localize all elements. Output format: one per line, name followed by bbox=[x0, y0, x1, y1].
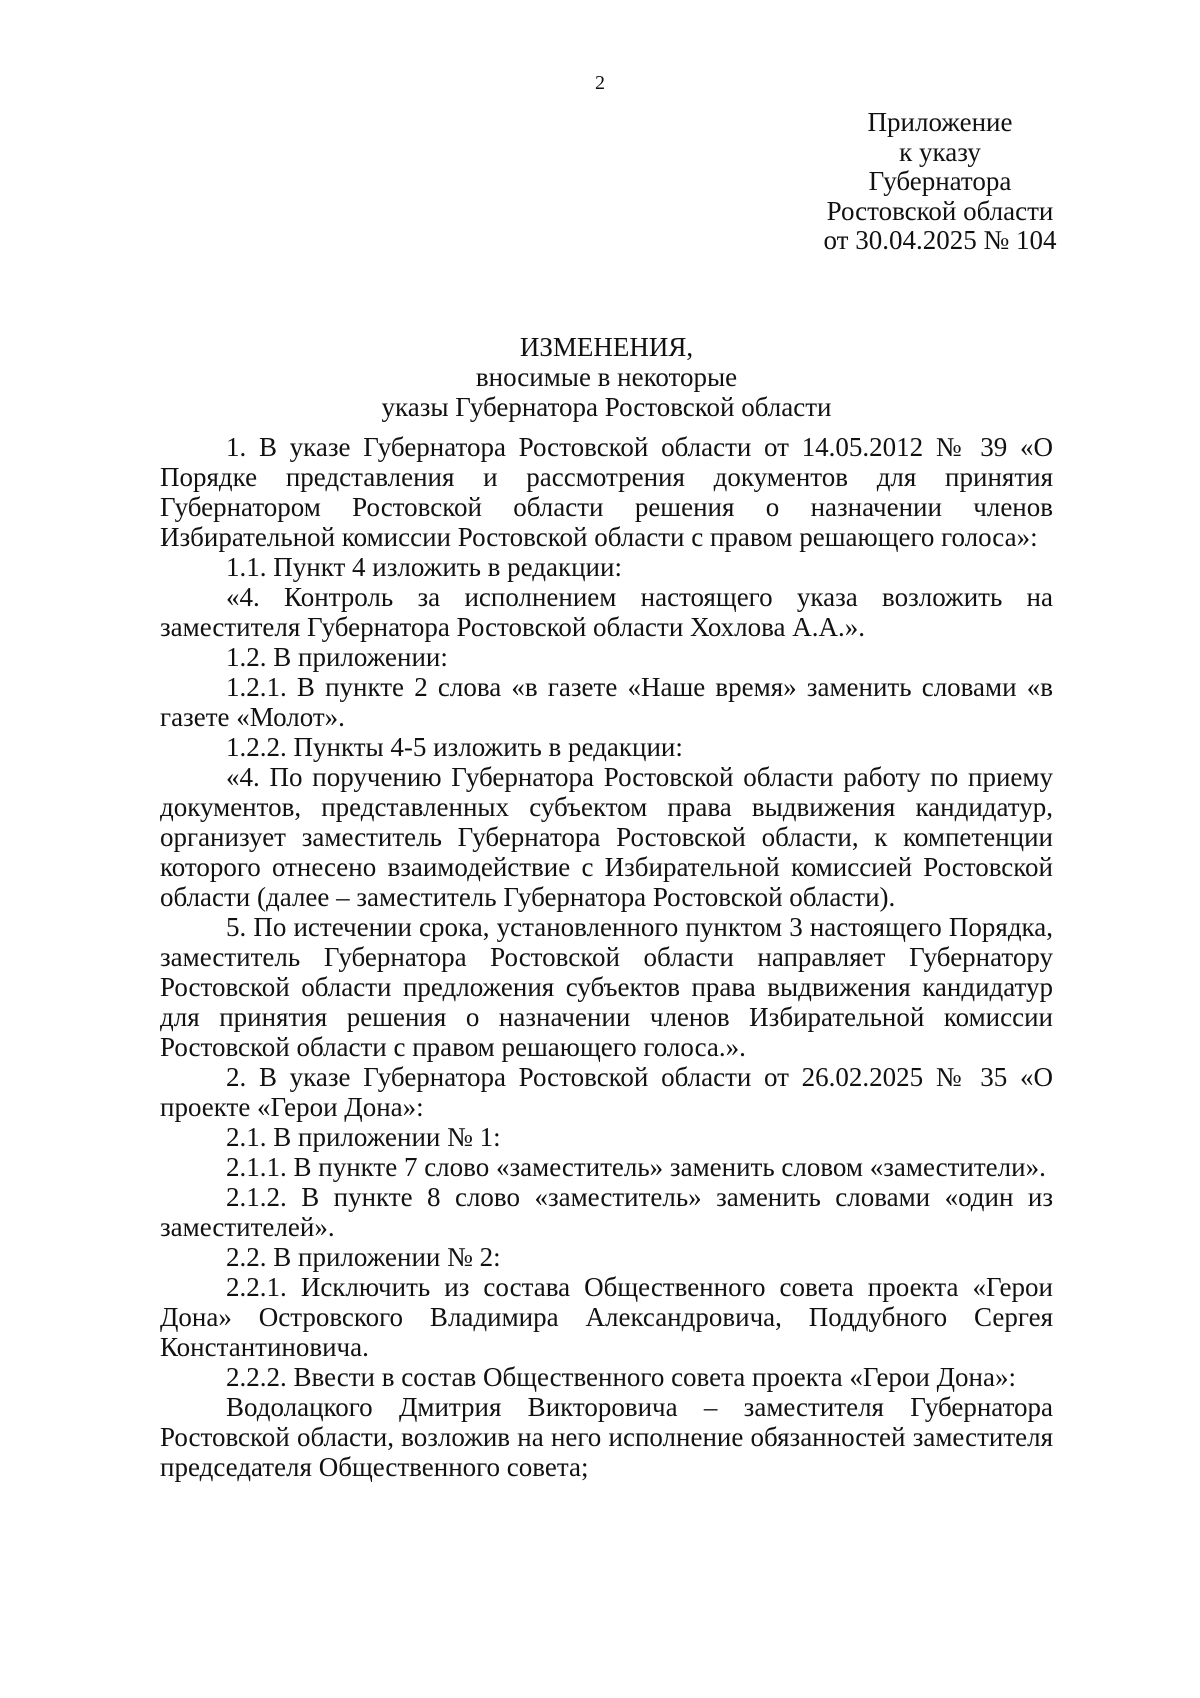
paragraph: 2.2. В приложении № 2: bbox=[226, 1242, 501, 1272]
paragraph: 1.2.2. Пункты 4-5 изложить в редакции: bbox=[226, 732, 683, 762]
paragraph: 1.2. В приложении: bbox=[226, 642, 448, 672]
paragraph: «4. По поручению Губернатора Ростовской области работу по приему документов, представленных субъектом права выдвижения кандидатур, организует заместитель Губернатора Ростовской области, к компетенции которого отнесено взаимодействие с Избирательной комиссией Ростовской области (далее – заместитель Губернатора Ростовской области). bbox=[160, 762, 1053, 912]
paragraph: 1.1. Пункт 4 изложить в редакции: bbox=[226, 552, 622, 582]
paragraph: 5. По истечении срока, установленного пунктом 3 настоящего Порядка, заместитель Губернатора Ростовской области направляет Губернатору Ростовской области предложения субъектов права выдвижения кандидатур для принятия решения о назначении членов Избирательной комиссии Ростовской области с правом решающего голоса.». bbox=[160, 912, 1053, 1062]
appendix-line: Ростовской области bbox=[826, 195, 1054, 226]
appendix-line: к указу bbox=[899, 136, 981, 167]
paragraph: 2.2.1. Исключить из состава Общественного совета проекта «Герои Дона» Островского Владимира Александровича, Поддубного Сергея Константиновича. bbox=[160, 1272, 1053, 1362]
paragraph: 2.1.2. В пункте 8 слово «заместитель» заменить словами «один из заместителей». bbox=[160, 1182, 1053, 1242]
appendix-line: Губернатора bbox=[868, 166, 1012, 196]
paragraph: 2.2.2. Ввести в состав Общественного совета проекта «Герои Дона»: bbox=[226, 1362, 1016, 1392]
paragraph: 2.1.1. В пункте 7 слово «заместитель» заменить словом «заместители». bbox=[226, 1152, 1046, 1182]
paragraph: 1. В указе Губернатора Ростовской области от 14.05.2012 № 39 «О Порядке представления и рассмотрения документов для принятия Губернатором Ростовской области решения о назначении членов Избирательной комиссии Ростовской области с правом решающего голоса»: bbox=[160, 432, 1053, 552]
paragraph: 2. В указе Губернатора Ростовской области от 26.02.2025 № 35 «О проекте «Герои Дона»: bbox=[160, 1062, 1053, 1122]
appendix-line: Приложение bbox=[867, 107, 1013, 137]
document-title bbox=[160, 332, 1053, 422]
page-number: 2 bbox=[595, 72, 605, 94]
title-heading: ИЗМЕНЕНИЯ, bbox=[519, 332, 694, 362]
paragraph: 1.2.1. В пункте 2 слова «в газете «Наше время» заменить словами «в газете «Молот». bbox=[160, 672, 1053, 732]
paragraph: Водолацкого Дмитрия Викторовича – заместителя Губернатора Ростовской области, возложив на него исполнение обязанностей заместителя председателя Общественного совета; bbox=[160, 1392, 1053, 1482]
title-subtitle: вносимые в некоторые bbox=[475, 362, 738, 392]
appendix-line: от 30.04.2025 № 104 bbox=[823, 225, 1057, 255]
document-body bbox=[160, 432, 1053, 1482]
paragraph: 2.1. В приложении № 1: bbox=[226, 1122, 501, 1152]
appendix-block bbox=[780, 108, 1100, 256]
title-subtitle: указы Губернатора Ростовской области bbox=[381, 392, 832, 422]
paragraph: «4. Контроль за исполнением настоящего указа возложить на заместителя Губернатора Ростовской области Хохлова А.А.». bbox=[160, 582, 1053, 642]
